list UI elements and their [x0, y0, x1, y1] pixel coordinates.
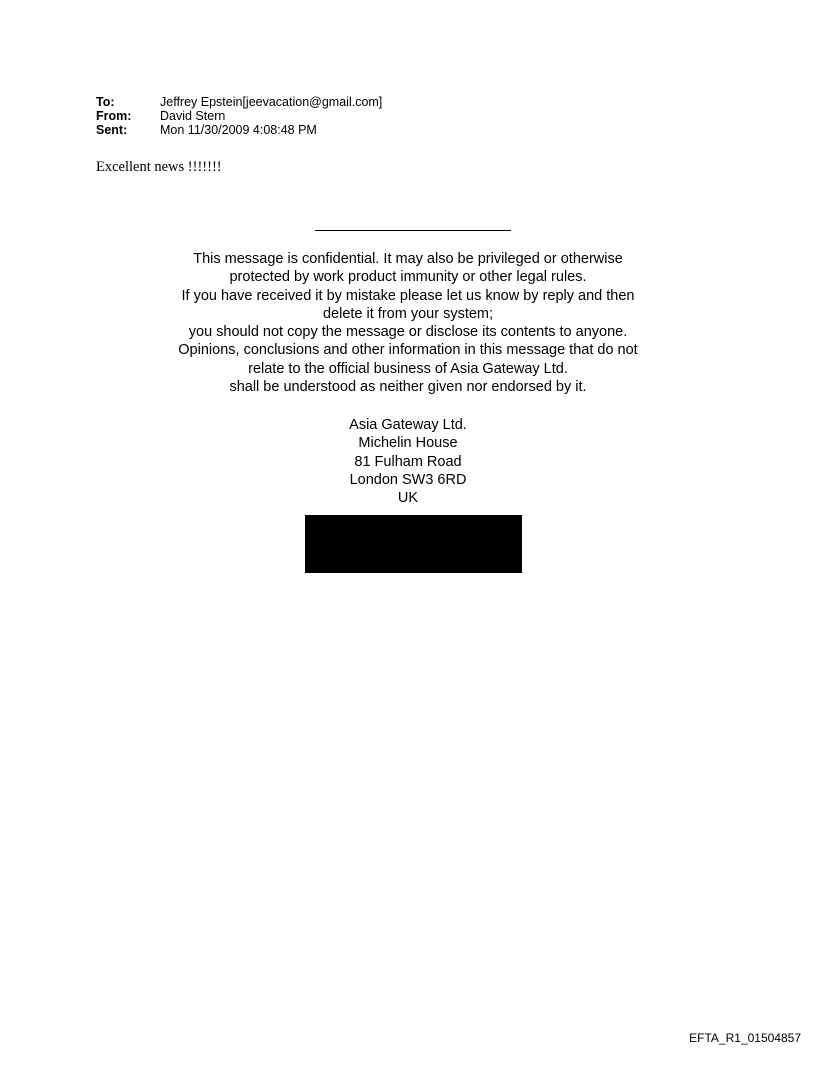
from-row: [96, 109, 382, 123]
company-address: [258, 416, 558, 507]
disclaimer-line: delete it from your system;: [322, 305, 494, 322]
address-line: 81 Fulham Road: [354, 453, 462, 470]
to-label: To:: [96, 95, 115, 109]
to-row: [96, 95, 382, 109]
address-line: London SW3 6RD: [349, 471, 467, 488]
from-label: From:: [96, 109, 132, 123]
to-value: Jeffrey Epstein[jeevacation@gmail.com]: [160, 95, 383, 109]
address-line: Michelin House: [358, 435, 458, 452]
sent-row: [96, 123, 382, 137]
address-line: UK: [397, 490, 419, 507]
from-value: David Stern: [160, 109, 226, 123]
disclaimer-line: If you have received it by mistake please let us know by reply and then: [181, 287, 635, 304]
disclaimer-line: Opinions, conclusions and other information in this message that do not: [178, 342, 638, 359]
disclaimer-line: you should not copy the message or disclose its contents to anyone.: [188, 324, 628, 341]
disclaimer-line: shall be understood as neither given nor endorsed by it.: [229, 379, 587, 396]
disclaimer-line: This message is confidential. It may also be privileged or otherwise: [193, 251, 623, 267]
message-body: Excellent news !!!!!!!: [96, 159, 222, 175]
confidentiality-disclaimer: [100, 250, 716, 396]
disclaimer-line: relate to the official business of Asia Gateway Ltd.: [248, 360, 568, 377]
sent-label: Sent:: [96, 123, 128, 137]
disclaimer-line: protected by work product immunity or other legal rules.: [229, 269, 587, 286]
redaction-block: [305, 515, 522, 573]
address-line: Asia Gateway Ltd.: [349, 417, 467, 433]
document-id: EFTA_R1_01504857: [689, 1031, 801, 1045]
signature-separator: [315, 230, 511, 231]
email-header: [96, 95, 382, 137]
sent-value: Mon 11/30/2009 4:08:48 PM: [160, 123, 317, 137]
